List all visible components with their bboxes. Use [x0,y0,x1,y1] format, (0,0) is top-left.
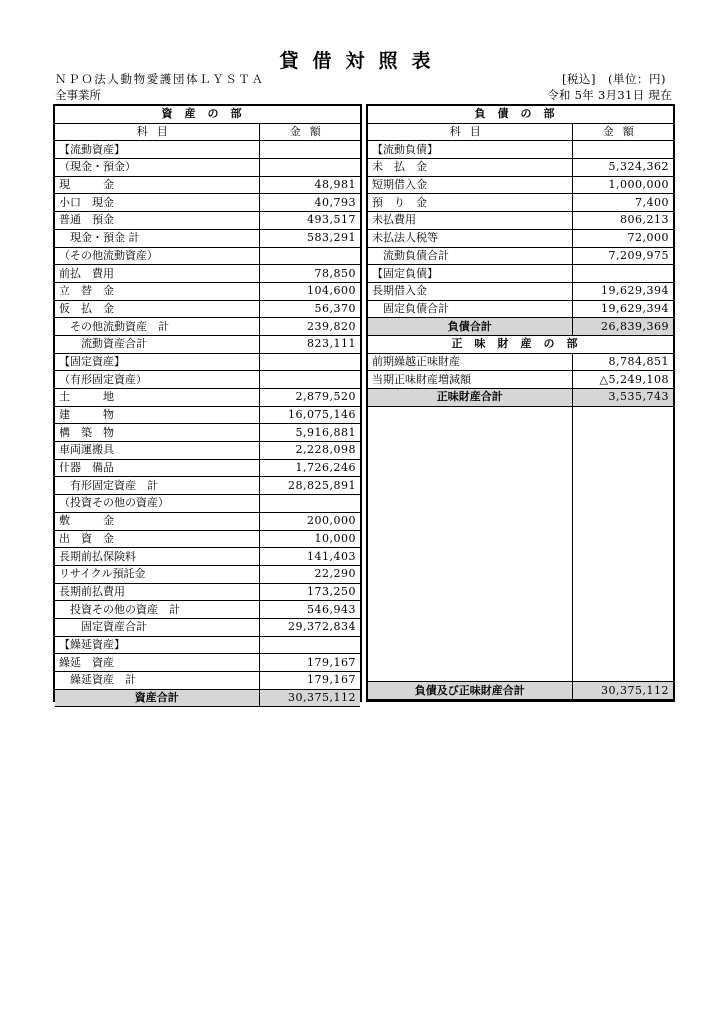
liability-item-amount: 19,629,394 [572,300,673,318]
asset-row [55,672,360,689]
liability-row [368,176,673,194]
net-assets-section-header [368,335,673,353]
asset-item-label: 土 地 [55,389,259,407]
asset-row [55,247,360,265]
asset-item-label: 長期前払保険料 [55,548,259,566]
asset-item-amount [259,141,360,159]
asset-item-amount: 239,820 [259,318,360,336]
asset-item-amount: 1,726,246 [259,459,360,477]
liability-item-amount: 7,400 [572,194,673,212]
asset-row [55,512,360,530]
asset-item-label: 流動資産合計 [55,335,259,353]
asset-row [55,212,360,230]
liability-row [368,282,673,300]
asset-item-label: （現金・預金） [55,159,259,177]
asset-row [55,300,360,318]
asset-row [55,495,360,513]
liability-item-label: 未払法人税等 [368,229,572,247]
asset-item-amount: 28,825,891 [259,477,360,495]
asset-row [55,406,360,424]
asset-row [55,530,360,548]
organization-name: ＮＰＯ法人動物愛護団体ＬＹＳＴＡ [55,72,265,86]
assets-total-row [55,689,360,707]
asset-item-label: （有形固定資産） [55,371,259,389]
asset-row [55,583,360,601]
department-label: 全事業所 [55,88,101,102]
asset-item-label: 構 築 物 [55,424,259,442]
asset-row [55,282,360,300]
asset-item-label: 出 資 金 [55,530,259,548]
liability-item-label: 【流動負債】 [368,141,572,159]
asset-item-amount: 10,000 [259,530,360,548]
liability-row [368,194,673,212]
asset-item-amount: 179,167 [259,654,360,672]
asset-item-amount: 493,517 [259,212,360,230]
asset-item-amount: 546,943 [259,601,360,619]
net-asset-row [368,353,673,371]
asset-item-amount: 22,290 [259,565,360,583]
grand-total-row [368,682,673,700]
asset-item-label: 敷 金 [55,512,259,530]
asset-item-amount [259,159,360,177]
asset-item-label: 繰延 資産 [55,654,259,672]
asset-row [55,318,360,336]
asset-item-label: （その他流動資産） [55,247,259,265]
liability-item-amount [572,141,673,159]
grand-total-table [368,681,673,700]
liability-row [368,229,673,247]
asset-item-label: リサイクル預託金 [55,565,259,583]
liability-item-amount: 72,000 [572,229,673,247]
asset-item-amount: 2,879,520 [259,389,360,407]
assets-col-amount: 金額 [259,123,360,141]
asset-item-label: 有形固定資産 計 [55,477,259,495]
assets-total-label: 資産合計 [55,689,259,707]
asset-item-label: 【繰延資産】 [55,636,259,654]
asset-row [55,459,360,477]
asset-row [55,335,360,353]
page-title: 貸借対照表 [279,50,445,72]
asset-row [55,176,360,194]
liabilities-total-label: 負債合計 [368,318,572,336]
tax-unit-label: [税込] (単位：円) [562,72,666,86]
asset-item-amount: 200,000 [259,512,360,530]
asset-item-amount: 78,850 [259,265,360,283]
asset-row [55,565,360,583]
asset-item-label: 立 替 金 [55,282,259,300]
asset-row [55,654,360,672]
liability-item-amount: 7,209,975 [572,247,673,265]
asset-item-label: 長期前払費用 [55,583,259,601]
asset-item-amount [259,371,360,389]
liability-row [368,247,673,265]
liability-item-label: 未 払 金 [368,159,572,177]
asset-row [55,371,360,389]
liability-item-amount: 1,000,000 [572,176,673,194]
asset-item-amount: 179,167 [259,672,360,689]
asset-item-label: 仮 払 金 [55,300,259,318]
assets-column-header [55,123,360,141]
net-asset-row [368,371,673,389]
asset-row [55,159,360,177]
asset-item-amount: 5,916,881 [259,424,360,442]
net-assets-total-amount: 3,535,743 [572,389,673,407]
assets-column [53,104,362,705]
as-of-date: 令和 5年 3月31日 現在 [547,88,672,102]
net-asset-item-amount: △5,249,108 [572,371,673,389]
net-asset-item-label: 当期正味財産増減額 [368,371,572,389]
empty-area [368,407,673,682]
asset-item-label: 固定資産合計 [55,618,259,636]
asset-item-amount: 16,075,146 [259,406,360,424]
asset-item-amount: 48,981 [259,176,360,194]
liability-item-label: 【固定負債】 [368,265,572,283]
asset-item-amount: 29,372,834 [259,618,360,636]
liability-item-label: 短期借入金 [368,176,572,194]
asset-item-label: 投資その他の資産 計 [55,601,259,619]
asset-item-amount: 173,250 [259,583,360,601]
asset-row [55,141,360,159]
liability-row [368,300,673,318]
asset-row [55,618,360,636]
asset-row [55,194,360,212]
asset-item-amount: 104,600 [259,282,360,300]
liabilities-total-amount: 26,839,369 [572,318,673,336]
liabilities-section-title: 負債の部 [368,106,673,123]
asset-item-amount [259,353,360,371]
liabilities-column [366,104,675,702]
net-asset-item-amount: 8,784,851 [572,353,673,371]
asset-row [55,442,360,460]
asset-item-amount [259,636,360,654]
net-assets-total-label: 正味財産合計 [368,389,572,407]
asset-item-amount: 823,111 [259,335,360,353]
asset-row [55,477,360,495]
asset-item-amount: 40,793 [259,194,360,212]
liability-item-label: 固定負債合計 [368,300,572,318]
liability-item-label: 流動負債合計 [368,247,572,265]
liability-row [368,159,673,177]
asset-item-label: 什器 備品 [55,459,259,477]
asset-item-label: 【固定資産】 [55,353,259,371]
liability-row [368,212,673,230]
net-assets-section-title: 正味財産の部 [368,335,673,353]
liability-item-amount [572,265,673,283]
assets-table [55,106,360,689]
asset-item-label: 建 物 [55,406,259,424]
asset-row [55,389,360,407]
asset-item-amount: 2,228,098 [259,442,360,460]
asset-item-amount: 141,403 [259,548,360,566]
assets-section-title: 資産の部 [55,106,360,123]
assets-total-table [55,689,360,708]
asset-row [55,265,360,283]
balance-sheet [53,104,675,705]
asset-item-label: 車両運搬具 [55,442,259,460]
asset-item-amount: 583,291 [259,229,360,247]
liability-item-label: 預 り 金 [368,194,572,212]
asset-item-label: 前払 費用 [55,265,259,283]
liabilities-col-item: 科目 [368,123,572,141]
asset-item-label: 小口 現金 [55,194,259,212]
liabilities-column-header [368,123,673,141]
liability-row [368,265,673,283]
asset-row [55,601,360,619]
asset-row [55,548,360,566]
liability-item-amount: 5,324,362 [572,159,673,177]
asset-item-amount [259,247,360,265]
liabilities-total-row [368,318,673,336]
liabilities-section-header [368,106,673,123]
asset-item-amount: 56,370 [259,300,360,318]
asset-item-amount [259,495,360,513]
asset-item-label: その他流動資産 計 [55,318,259,336]
grand-total-label: 負債及び正味財産合計 [368,682,572,700]
liability-item-label: 未払費用 [368,212,572,230]
asset-row [55,353,360,371]
net-assets-total-row [368,389,673,407]
asset-item-label: （投資その他の資産） [55,495,259,513]
net-asset-item-label: 前期繰越正味財産 [368,353,572,371]
liabilities-col-amount: 金額 [572,123,673,141]
asset-row [55,229,360,247]
liability-row [368,141,673,159]
asset-item-label: 繰延資産 計 [59,673,136,687]
asset-item-label: 普通 預金 [55,212,259,230]
liabilities-table [368,106,673,407]
asset-row [55,636,360,654]
asset-item-label: 現金・預金 計 [55,229,259,247]
assets-total-amount: 30,375,112 [259,689,360,707]
assets-section-header [55,106,360,123]
asset-item-label: 現 金 [55,176,259,194]
liability-item-label: 長期借入金 [368,282,572,300]
grand-total-amount: 30,375,112 [572,682,673,700]
asset-item-label: 【流動資産】 [55,141,259,159]
liability-item-amount: 19,629,394 [572,282,673,300]
assets-col-item: 科目 [55,123,259,141]
liability-item-amount: 806,213 [572,212,673,230]
asset-row [55,424,360,442]
